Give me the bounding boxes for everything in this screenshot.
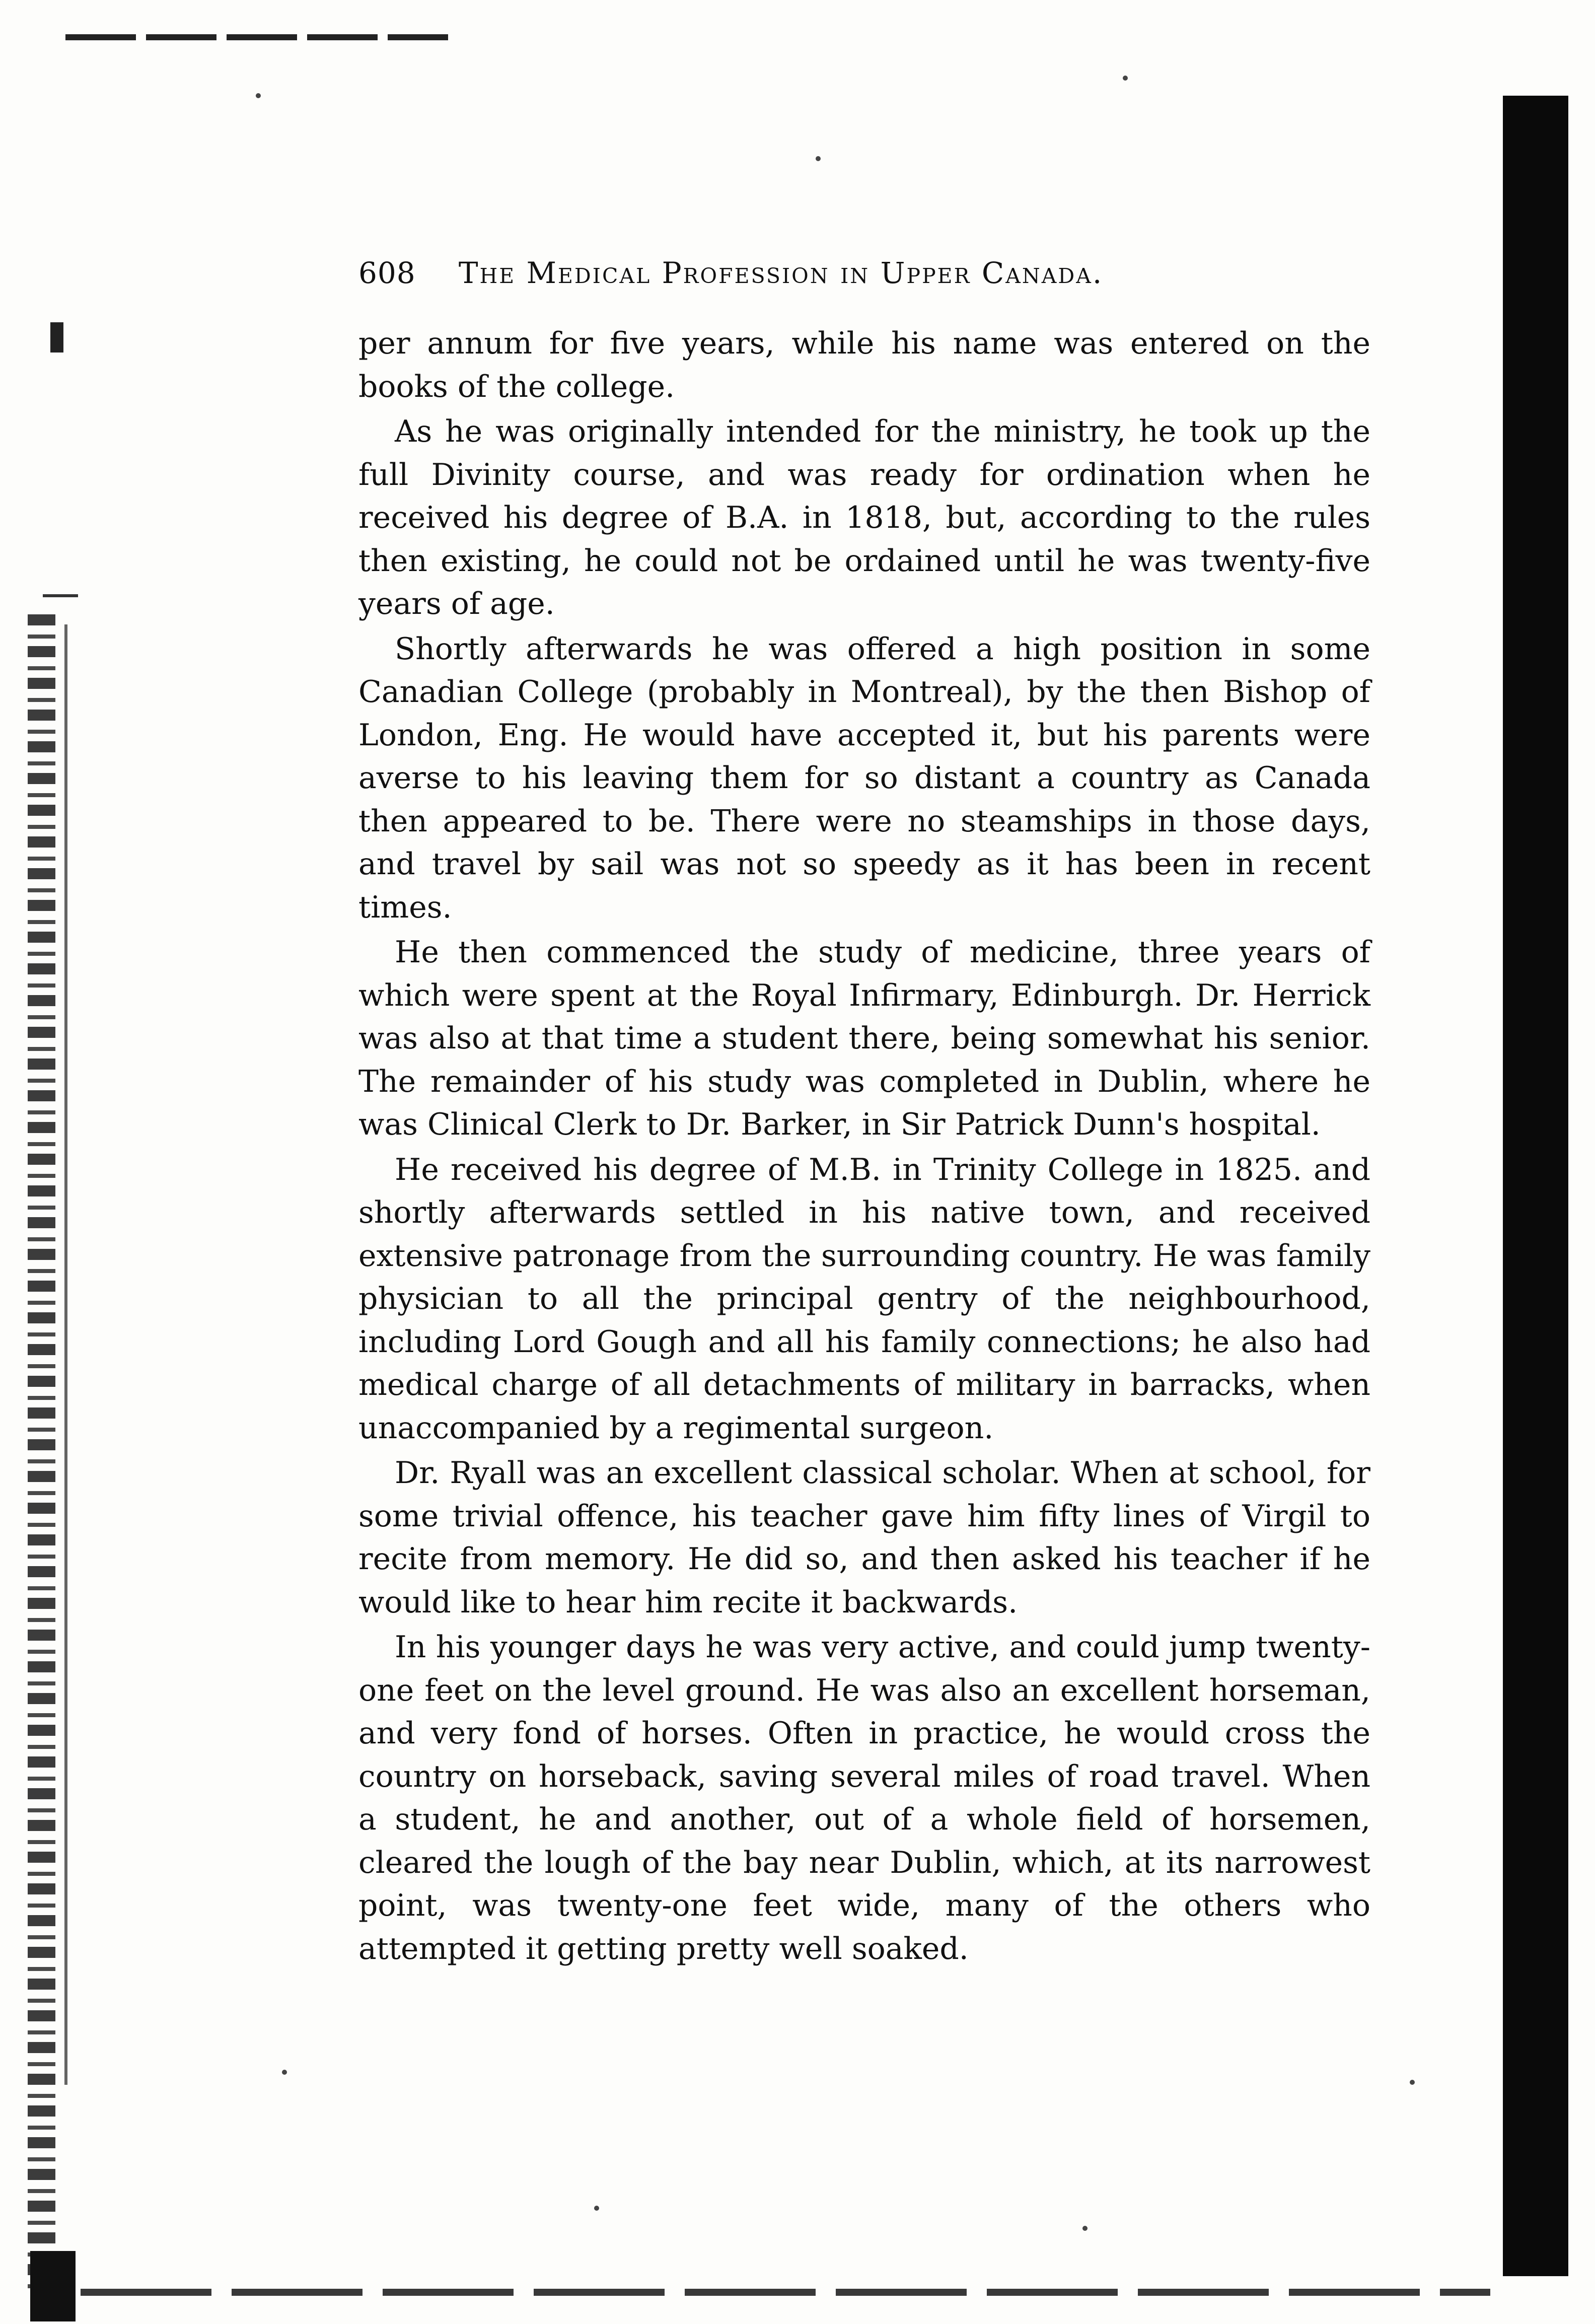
binding-gutter-line xyxy=(64,624,67,2085)
page-number: 608 xyxy=(358,256,416,290)
scan-speck xyxy=(1123,76,1128,81)
paragraph: He received his degree of M.B. in Trinity College in 1825. and shortly afterwards settled in his native town, and received extensive patronage from the surrounding country. He was family physician to all the principal gentry of the neighbourhood, including Lord Gough and all his family connections; he also had medical charge of all detachments of military in barracks, when unaccompanied by a regimental surgeon. xyxy=(358,1152,1370,1446)
paragraph: Shortly afterwards he was offered a high position in some Canadian College (probably in Montreal), by the then Bishop of London, Eng. He would have accepted it, but his parents were averse to his leaving them for so distant a country as Canada then appeared to be. There were no steamships in those days, and travel by sail was not so speedy as it has been in recent times. xyxy=(358,631,1370,925)
scan-corner-mark xyxy=(30,2251,76,2321)
running-title: The Medical Profession in Upper Canada. xyxy=(458,256,1104,290)
binding-gutter-noise xyxy=(28,614,55,2291)
scan-speck xyxy=(816,156,821,161)
scan-edge-shadow xyxy=(1503,96,1568,2276)
paragraph: per annum for five years, while his name was entered on the books of the college. xyxy=(358,326,1370,404)
paragraph: Dr. Ryall was an excellent classical scholar. When at school, for some trivial offence, his teacher gave him fifty lines of Virgil to recite from memory. He did so, and then asked his teacher if he would like to hear him recite it backwards. xyxy=(358,1455,1370,1620)
scan-speck xyxy=(1410,2080,1415,2085)
paragraph: In his younger days he was very active, and could jump twenty-one feet on the level ground. He was also an excellent horseman, and very fond of horses. Often in practice, he would cross the country on horseback, saving several miles of road travel. When a student, he and another, out of a whole field of horsemen, cleared the lough of the bay near Dublin, which, at its narrowest point, was twenty-one feet wide, many of the others who attempted it getting pretty well soaked. xyxy=(358,1630,1370,1966)
scan-speck xyxy=(282,2070,287,2075)
paragraph: He then commenced the study of medicine, three years of which were spent at the Royal Infirmary, Edinburgh. Dr. Herrick was also at that time a student there, being somewhat his senior. The remainder of his study was completed in Dublin, where he was Clinical Clerk to Dr. Barker, in Sir Patrick Dunn's hospital. xyxy=(358,935,1370,1142)
scan-speck xyxy=(594,2206,599,2211)
margin-dash xyxy=(43,594,78,597)
scan-bottom-border xyxy=(81,2289,1490,2296)
scan-speck xyxy=(256,93,261,98)
scan-speck xyxy=(1082,2226,1088,2231)
running-head xyxy=(358,256,1365,296)
margin-marker xyxy=(50,322,63,353)
body-text xyxy=(358,322,1370,1973)
scan-top-border xyxy=(65,34,448,40)
paragraph: As he was originally intended for the ministry, he took up the full Divinity course, and was ready for ordination when he received his degree of B.A. in 1818, but, according to the rules then existing, he could not be ordained until he was twenty-five years of age. xyxy=(358,414,1370,621)
